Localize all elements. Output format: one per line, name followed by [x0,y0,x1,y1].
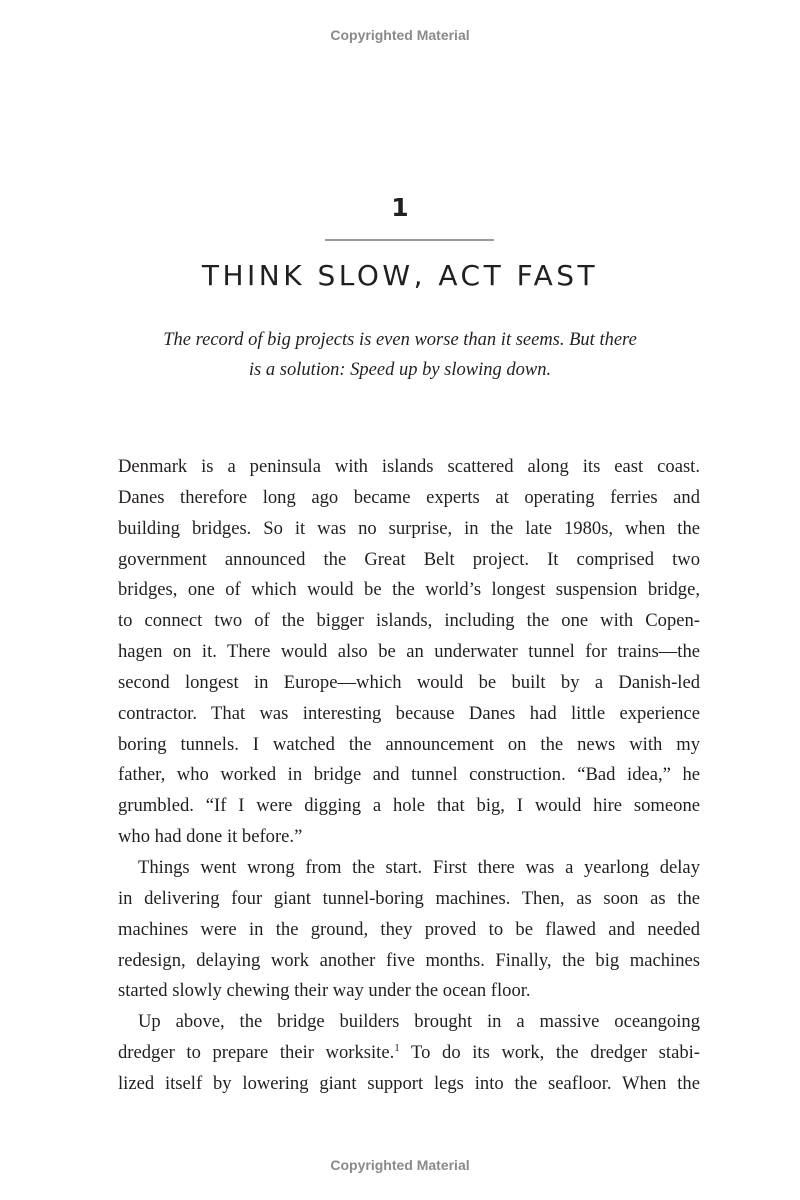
epigraph-line: The record of big projects is even worse than it seems. But there [163,330,637,350]
text-line: to connect two of the bigger islands, including the one with Copen- [118,610,700,632]
text-line: contractor. That was interesting because Danes had little experience [118,702,700,724]
footnote-reference[interactable]: 1 [394,1042,400,1055]
chapter-epigraph [100,325,700,385]
text-line: building bridges. So it was no surprise, in the late 1980s, when the [118,517,700,539]
paragraphs [118,452,700,1007]
paragraph [118,1007,700,1100]
text-line: Things went wrong from the start. First there was a yearlong delay [138,856,700,878]
text-line: in delivering four giant tunnel-boring machines. Then, as soon as the [118,887,700,909]
text-segment: To do its work, the dredger stabi- [399,1042,700,1064]
text-line: redesign, delaying work another five months. Finally, the big machines [118,949,700,971]
chapter-number: 1 [391,193,409,222]
text-line: boring tunnels. I watched the announcement on the news with my [118,733,700,755]
copyright-watermark-top: Copyrighted Material [330,27,470,43]
copyright-watermark-bottom: Copyrighted Material [330,1157,470,1173]
text-line: father, who worked in bridge and tunnel construction. “Bad idea,” he [118,764,700,786]
paragraph [118,853,700,1007]
paragraph [118,452,700,853]
text-line: bridges, one of which would be the world’s longest suspension bridge, [118,579,700,601]
body-text [118,452,700,1100]
text-line: government announced the Great Belt project. It comprised two [118,548,700,570]
text-line: hagen on it. There would also be an underwater tunnel for trains—the [118,641,700,663]
text-segment: dredger to prepare their worksite. [118,1042,395,1064]
text-line: Up above, the bridge builders brought in a massive oceangoing [138,1011,700,1033]
chapter-divider [325,239,494,241]
text-line: machines were in the ground, they proved to be flawed and needed [118,918,700,940]
text-line: Danes therefore long ago became experts at operating ferries and [118,486,700,508]
chapter-title: THINK SLOW, ACT FAST [201,259,599,292]
text-line [118,1038,700,1069]
text-line: grumbled. “If I were digging a hole that big, I would hire someone [118,795,700,817]
text-line: who had done it before.” [118,826,303,848]
text-line: second longest in Europe—which would be built by a Danish-led [118,671,700,693]
epigraph-line: is a solution: Speed up by slowing down. [248,360,552,380]
text-line: Denmark is a peninsula with islands scattered along its east coast. [118,456,700,477]
text-line: started slowly chewing their way under the ocean floor. [118,980,531,1002]
text-line: lized itself by lowering giant support legs into the seafloor. When the [118,1072,700,1094]
